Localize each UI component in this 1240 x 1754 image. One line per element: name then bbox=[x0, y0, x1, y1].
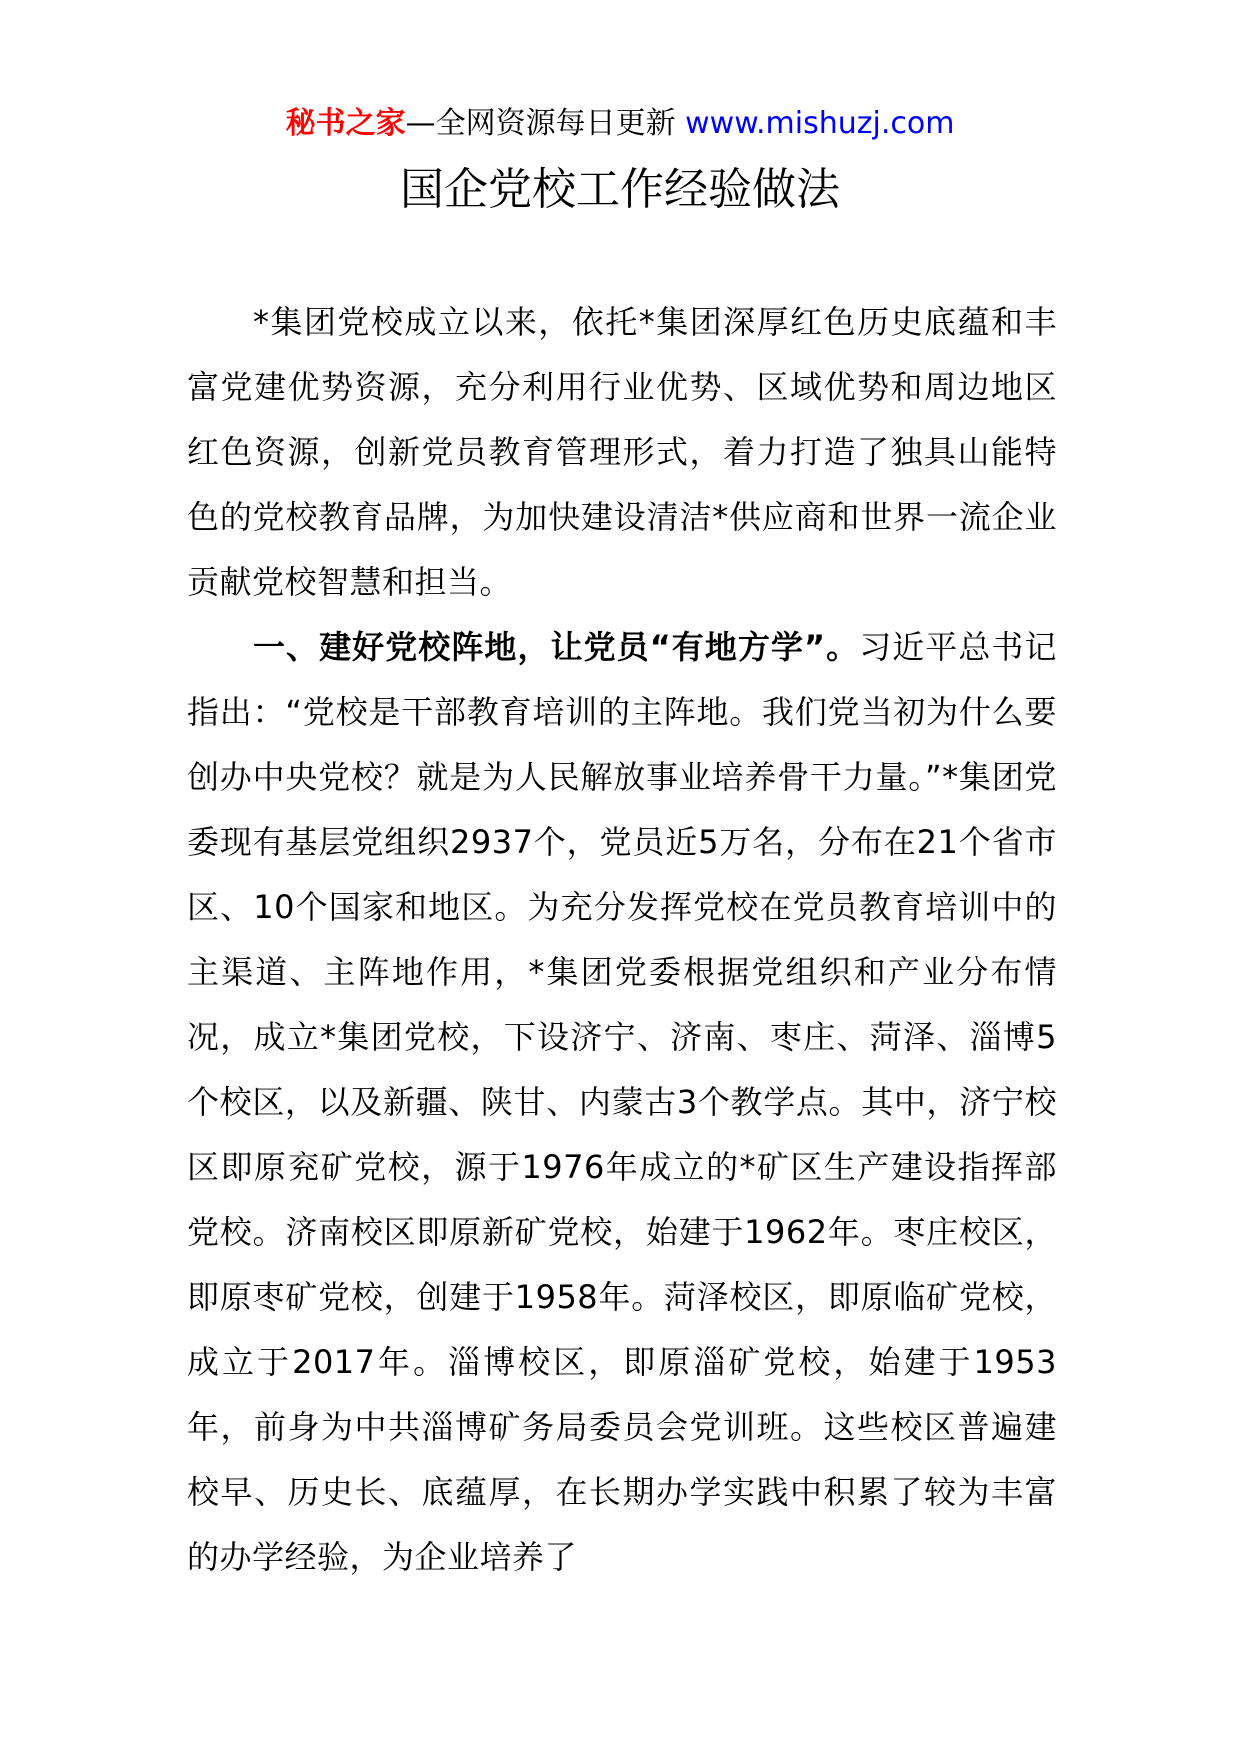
paragraph-text: 习近平总书记指出：“党校是干部教育培训的主阵地。我们党当初为什么要创办中央党校？就是为人民解放事业培养骨干力量。”*集团党委现有基层党组织2937个，党员近5万名，分布在21个省市区、10个国家和地区。为充分发挥党校在党员教育培训中的主渠道、主阵地作用，*集团党委根据党组织和产业分布情况，成立*集团党校，下设济宁、济南、枣庄、菏泽、淄博5个校区，以及新疆、陕甘、内蒙古3个教学点。其中，济宁校区即原兖矿党校，源于1976年成立的*矿区生产建设指挥部党校。济南校区即原新矿党校，始建于1962年。枣庄校区，即原枣矿党校，创建于1958年。菏泽校区，即原临矿党校，成立于2017年。淄博校区，即原淄矿党校，始建于1953年，前身为中共淄博矿务局委员会党训班。这些校区普遍建校早、历史长、底蕴厚，在长期办学实践中积累了较为丰富的办学经验，为企业培养了 bbox=[187, 628, 1057, 1576]
site-url-link[interactable]: www.mishuzj.com bbox=[685, 106, 955, 141]
site-header bbox=[0, 104, 1240, 144]
document-title: 国企党校工作经验做法 bbox=[400, 164, 840, 215]
paragraph-text: *集团党校成立以来，依托*集团深厚红色历史底蕴和丰富党建优势资源，充分利用行业优势、区域优势和周边地区红色资源，创新党员教育管理形式，着力打造了独具山能特色的党校教育品牌，为加快建设清洁*供应商和世界一流企业贡献党校智慧和担当。 bbox=[187, 303, 1057, 601]
document-body bbox=[187, 290, 1057, 1590]
section-heading: 一、建好党校阵地，让党员“有地方学”。 bbox=[253, 628, 860, 666]
brand-name: 秘书之家 bbox=[285, 106, 406, 141]
body-paragraph bbox=[187, 615, 1057, 1590]
body-paragraph bbox=[187, 290, 1057, 615]
header-tagline: —全网资源每日更新 bbox=[405, 106, 676, 141]
